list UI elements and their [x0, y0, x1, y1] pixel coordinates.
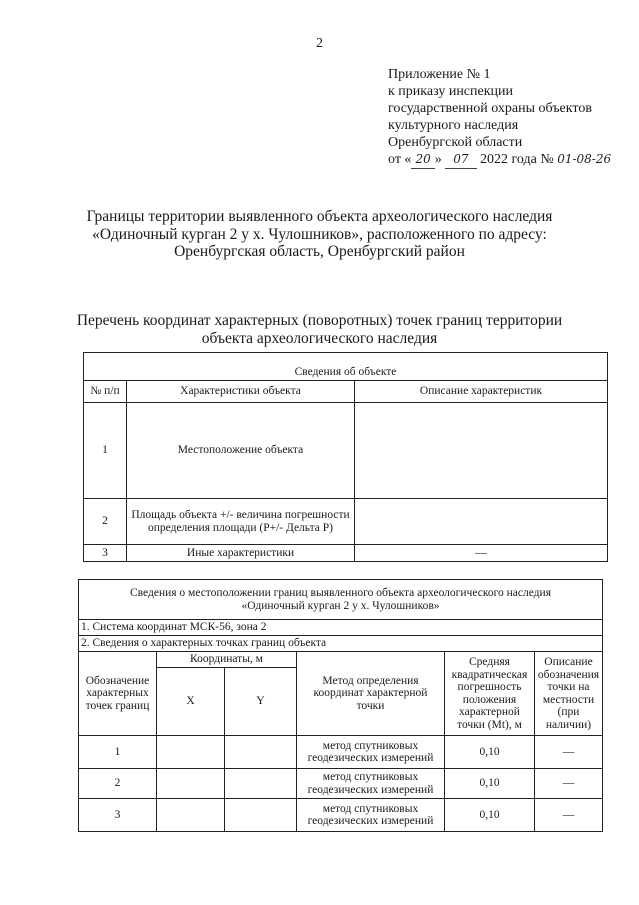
table-row [84, 403, 608, 499]
title-line: «Одиночный курган 2 у х. Чулошников», расположенного по адресу: [92, 225, 547, 243]
row-char: Местоположение объекта [127, 403, 355, 499]
col-desc-header: Описание характеристик [355, 381, 608, 403]
method: метод спутниковых геодезических измерений [297, 769, 445, 799]
col-coords-header: Координаты, м [157, 652, 297, 668]
boundary-header-line: «Одиночный курган 2 у х. Чулошников» [241, 599, 440, 612]
accuracy: 0,10 [445, 799, 535, 832]
accuracy: 0,10 [445, 769, 535, 799]
point-id: 1 [79, 736, 157, 769]
appendix-date-line [388, 151, 611, 169]
boundary-header [79, 580, 603, 620]
col-marking-header: Описание обозначения точки на местности (при наличии) [535, 652, 603, 736]
col-method-header: Метод определения координат характерной точки [297, 652, 445, 736]
row-char: Иные характеристики [127, 545, 355, 562]
col-accuracy-header: Средняя квадратическая погрешность положения характерной точки (Mt), м [445, 652, 535, 736]
coord-x [157, 799, 225, 832]
points-section: 2. Сведения о характерных точках границ объекта [79, 636, 603, 652]
page-number: 2 [316, 36, 323, 51]
row-desc [355, 499, 608, 545]
appendix-line: к приказу инспекции [388, 84, 514, 99]
marking: — [535, 799, 603, 832]
coordinate-system: 1. Система координат МСК-56, зона 2 [79, 620, 603, 636]
method: метод спутниковых геодезических измерений [297, 799, 445, 832]
date-day: 20 [411, 151, 434, 169]
col-num-header: № п/п [84, 381, 127, 403]
row-num: 3 [84, 545, 127, 562]
date-mid: » [434, 152, 442, 167]
row-desc: — [355, 545, 608, 562]
order-number: 01-08-26 [557, 152, 612, 166]
boundary-header-line: Сведения о местоположении границ выявленного объекта археологического наследия [130, 587, 551, 599]
row-num: 2 [84, 499, 127, 545]
coord-y [225, 799, 297, 832]
date-month: 07 [445, 151, 476, 169]
document-title [0, 208, 639, 261]
title-line: Оренбургская область, Оренбургский район [174, 243, 465, 260]
appendix-line: культурного наследия [388, 118, 519, 133]
table-row [84, 545, 608, 562]
row-num: 1 [84, 403, 127, 499]
row-char: Площадь объекта +/- величина погрешности определения площади (Р+/- Дельта Р) [127, 499, 355, 545]
boundary-coordinates-table [78, 579, 603, 832]
appendix-line: Оренбургской области [388, 135, 523, 150]
coord-x [157, 736, 225, 769]
object-info-table [83, 352, 608, 562]
table-row [84, 499, 608, 545]
appendix-line: Приложение № 1 [388, 67, 491, 82]
table-row [79, 736, 603, 769]
col-char-header: Характеристики объекта [127, 381, 355, 403]
col-y-header: Y [225, 668, 297, 736]
date-year: 2022 года № [480, 152, 554, 167]
col-point-header: Обозначение характерных точек границ [79, 652, 157, 736]
date-prefix: от « [388, 152, 412, 167]
coord-x [157, 769, 225, 799]
coord-y [225, 736, 297, 769]
list-title [0, 312, 639, 347]
table-row [79, 799, 603, 832]
marking: — [535, 736, 603, 769]
method: метод спутниковых геодезических измерений [297, 736, 445, 769]
coord-y [225, 769, 297, 799]
marking: — [535, 769, 603, 799]
appendix-line: государственной охраны объектов [388, 101, 592, 116]
appendix-block [388, 66, 611, 169]
table-row [79, 769, 603, 799]
title-line: Границы территории выявленного объекта археологического наследия [86, 208, 553, 225]
row-desc [355, 403, 608, 499]
subtitle-line: объекта археологического наследия [201, 329, 438, 347]
point-id: 2 [79, 769, 157, 799]
col-x-header: X [157, 668, 225, 736]
object-info-header: Сведения об объекте [84, 353, 608, 381]
accuracy: 0,10 [445, 736, 535, 769]
subtitle-line: Перечень координат характерных (поворотных) точек границ территории [76, 312, 563, 329]
point-id: 3 [79, 799, 157, 832]
